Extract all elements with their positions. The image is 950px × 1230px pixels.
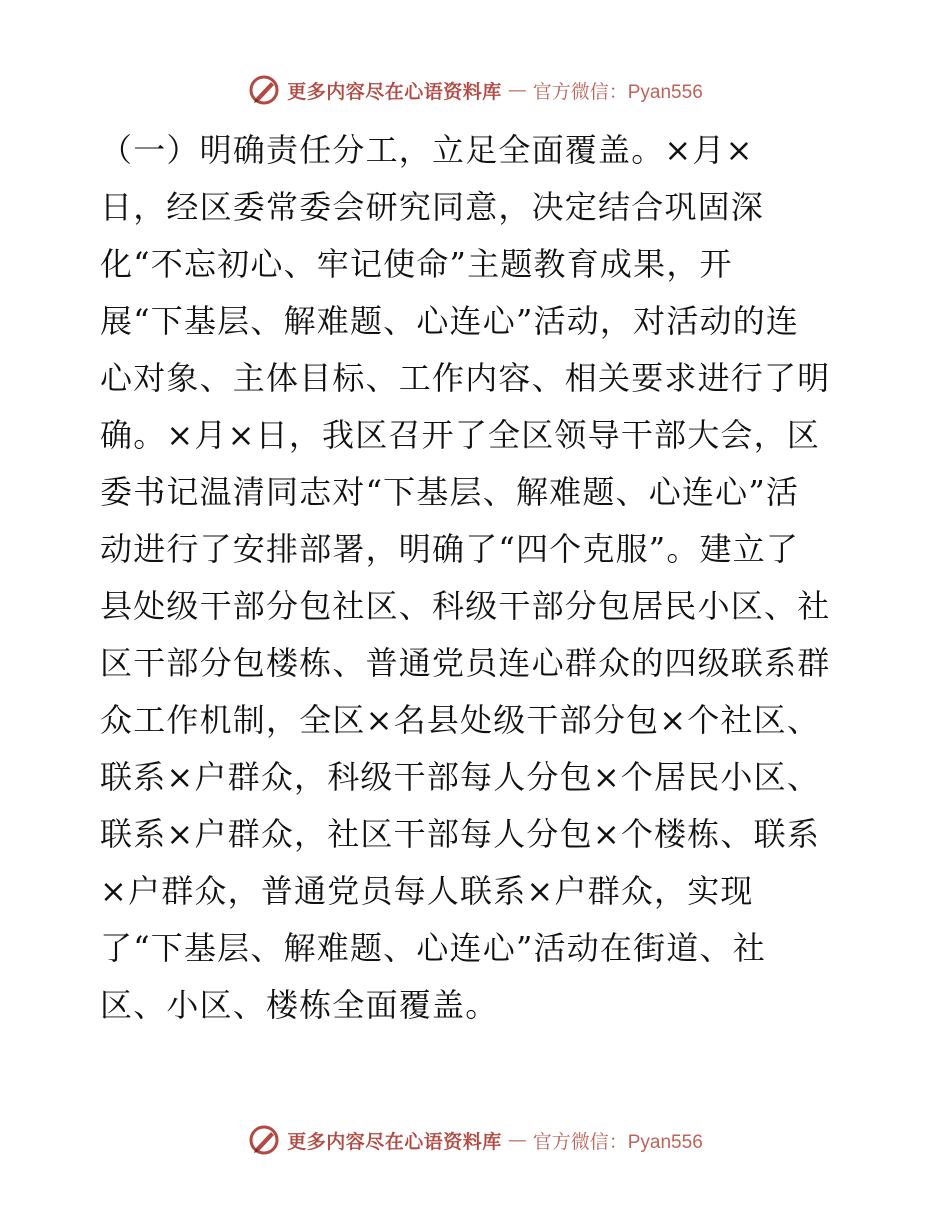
banner-text: 更多内容尽在心语资料库 <box>287 80 502 103</box>
paragraph-line: （一）明确责任分工，立足全面覆盖。×月× <box>100 131 754 169</box>
paragraph-line: 心对象、主体目标、工作内容、相关要求进行了明 <box>100 359 831 397</box>
paragraph-line: 众工作机制，全区×名县处级干部分包×个社区、 <box>100 701 821 739</box>
paragraph-line: 动进行了安排部署，明确了“四个克服”。建立了 <box>100 530 800 568</box>
footer-banner <box>0 1120 950 1160</box>
banner-separator: — <box>507 1129 527 1151</box>
paragraph-line: 联系×户群众，社区干部每人分包×个楼栋、联系 <box>100 815 821 853</box>
paragraph-line: 确。×月×日，我区召开了全区领导干部大会，区 <box>100 416 821 454</box>
paragraph-line: 委书记温清同志对“下基层、解难题、心连心”活 <box>100 473 800 511</box>
paragraph-line: 日，经区委常委会研究同意，决定结合巩固深 <box>100 188 765 226</box>
paragraph-line: 化“不忘初心、牢记使命”主题教育成果，开 <box>100 245 733 283</box>
paragraph-line: 区干部分包楼栋、普通党员连心群众的四级联系群 <box>100 644 831 682</box>
pen-circle-icon <box>247 73 281 107</box>
banner-text: 更多内容尽在心语资料库 <box>287 1130 502 1153</box>
banner-contact: 官方微信：Pyan556 <box>532 1131 703 1153</box>
paragraph-line: 了“下基层、解难题、心连心”活动在街道、社 <box>100 929 766 967</box>
pen-circle-icon <box>247 1123 281 1157</box>
paragraph-line: 县处级干部分包社区、科级干部分包居民小区、社 <box>100 587 831 625</box>
document-paragraph <box>100 122 860 1034</box>
banner-separator: — <box>507 79 527 101</box>
paragraph-line: 区、小区、楼栋全面覆盖。 <box>100 986 499 1024</box>
banner-contact: 官方微信：Pyan556 <box>532 81 703 103</box>
paragraph-line: 联系×户群众，科级干部每人分包×个居民小区、 <box>100 758 821 796</box>
paragraph-line: ×户群众，普通党员每人联系×户群众，实现 <box>100 872 754 910</box>
paragraph-line: 展“下基层、解难题、心连心”活动，对活动的连 <box>100 302 800 340</box>
header-banner <box>0 70 950 110</box>
